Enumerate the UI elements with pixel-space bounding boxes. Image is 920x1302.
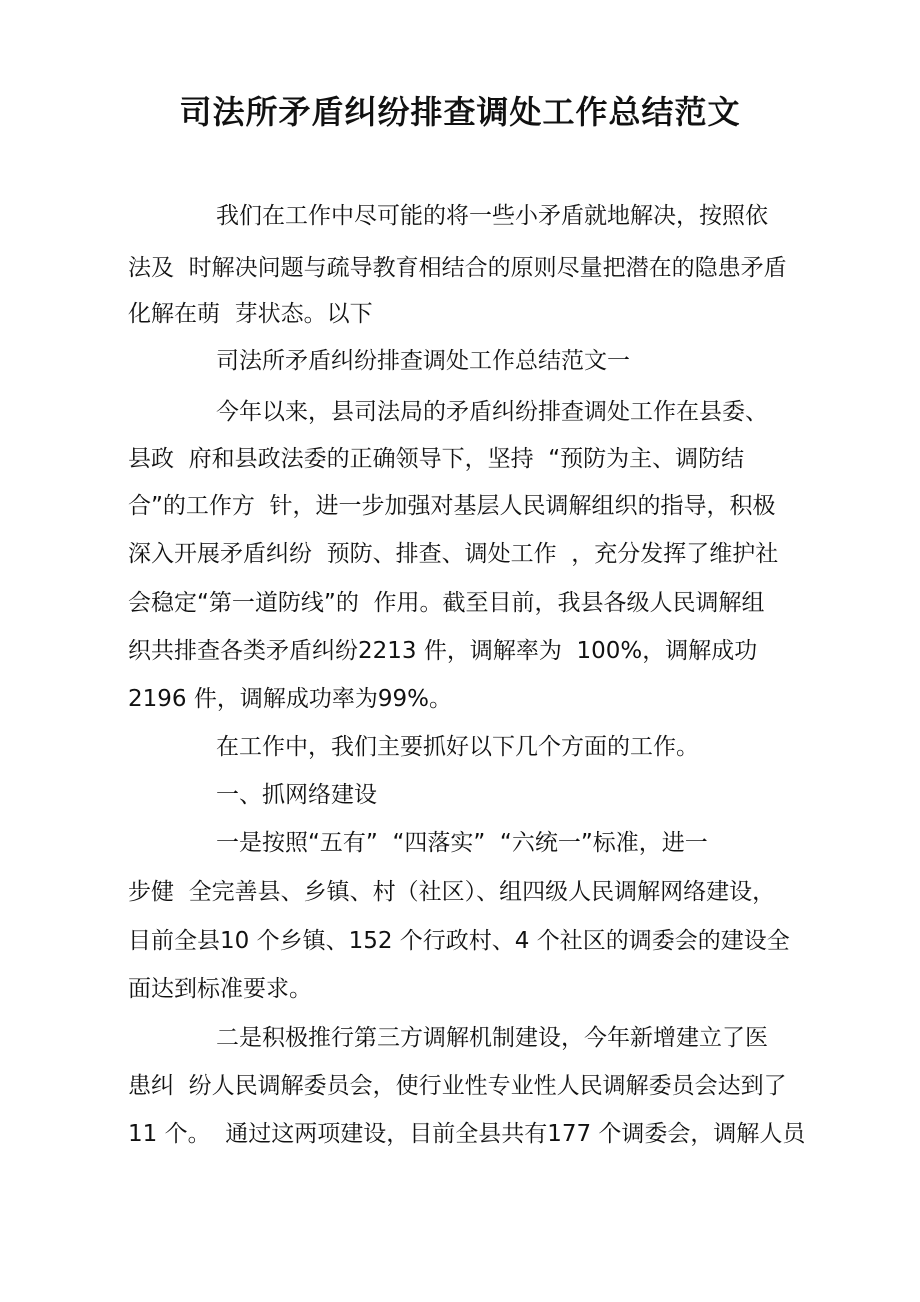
text-line: 今年以来，县司法局的矛盾纠纷排查调处工作在县委、 xyxy=(216,399,768,425)
document-title: 司法所矛盾纠纷排查调处工作总结范文 xyxy=(179,93,741,131)
text-line: 患纠 纷人民调解委员会，使行业性专业性人民调解委员会达到了 xyxy=(128,1073,787,1099)
text-line: 法及 时解决问题与疏导教育相结合的原则尽量把潜在的隐患矛盾 xyxy=(128,255,787,281)
text-line: 化解在萌 芽状态。以下 xyxy=(128,301,373,327)
text-line: 一是按照“五有” “四落实” “六统一”标准，进一 xyxy=(216,830,708,856)
text-line: 11 个。 通过这两项建设，目前全县共有177 个调委会，调解人员 xyxy=(128,1121,806,1147)
text-line: 二是积极推行第三方调解机制建设，今年新增建立了医 xyxy=(216,1025,768,1051)
text-line: 目前全县10 个乡镇、152 个行政村、4 个社区的调委会的建设全 xyxy=(128,928,790,954)
text-line: 在工作中，我们主要抓好以下几个方面的工作。 xyxy=(216,734,699,760)
text-line: 步健 全完善县、乡镇、村（社区）、组四级人民调解网络建设， xyxy=(128,879,776,905)
text-line: 面达到标准要求。 xyxy=(128,976,312,1002)
section-heading: 司法所矛盾纠纷排查调处工作总结范文一 xyxy=(216,348,630,374)
section-heading: 一、抓网络建设 xyxy=(216,782,377,808)
text-line: 织共排查各类矛盾纠纷2213 件，调解率为 100%，调解成功 xyxy=(128,638,758,664)
text-line: 2196 件，调解成功率为99%。 xyxy=(128,686,452,712)
text-line: 我们在工作中尽可能的将一些小矛盾就地解决，按照依 xyxy=(216,203,768,229)
text-line: 深入开展矛盾纠纷 预防、排查、调处工作 ，充分发挥了维护社 xyxy=(128,541,779,567)
text-line: 会稳定“第一道防线”的 作用。截至目前，我县各级人民调解组 xyxy=(128,590,765,616)
text-line: 县政 府和县政法委的正确领导下，坚持 “预防为主、调防结 xyxy=(128,446,745,472)
text-line: 合”的工作方 针，进一步加强对基层人民调解组织的指导，积极 xyxy=(128,493,776,519)
